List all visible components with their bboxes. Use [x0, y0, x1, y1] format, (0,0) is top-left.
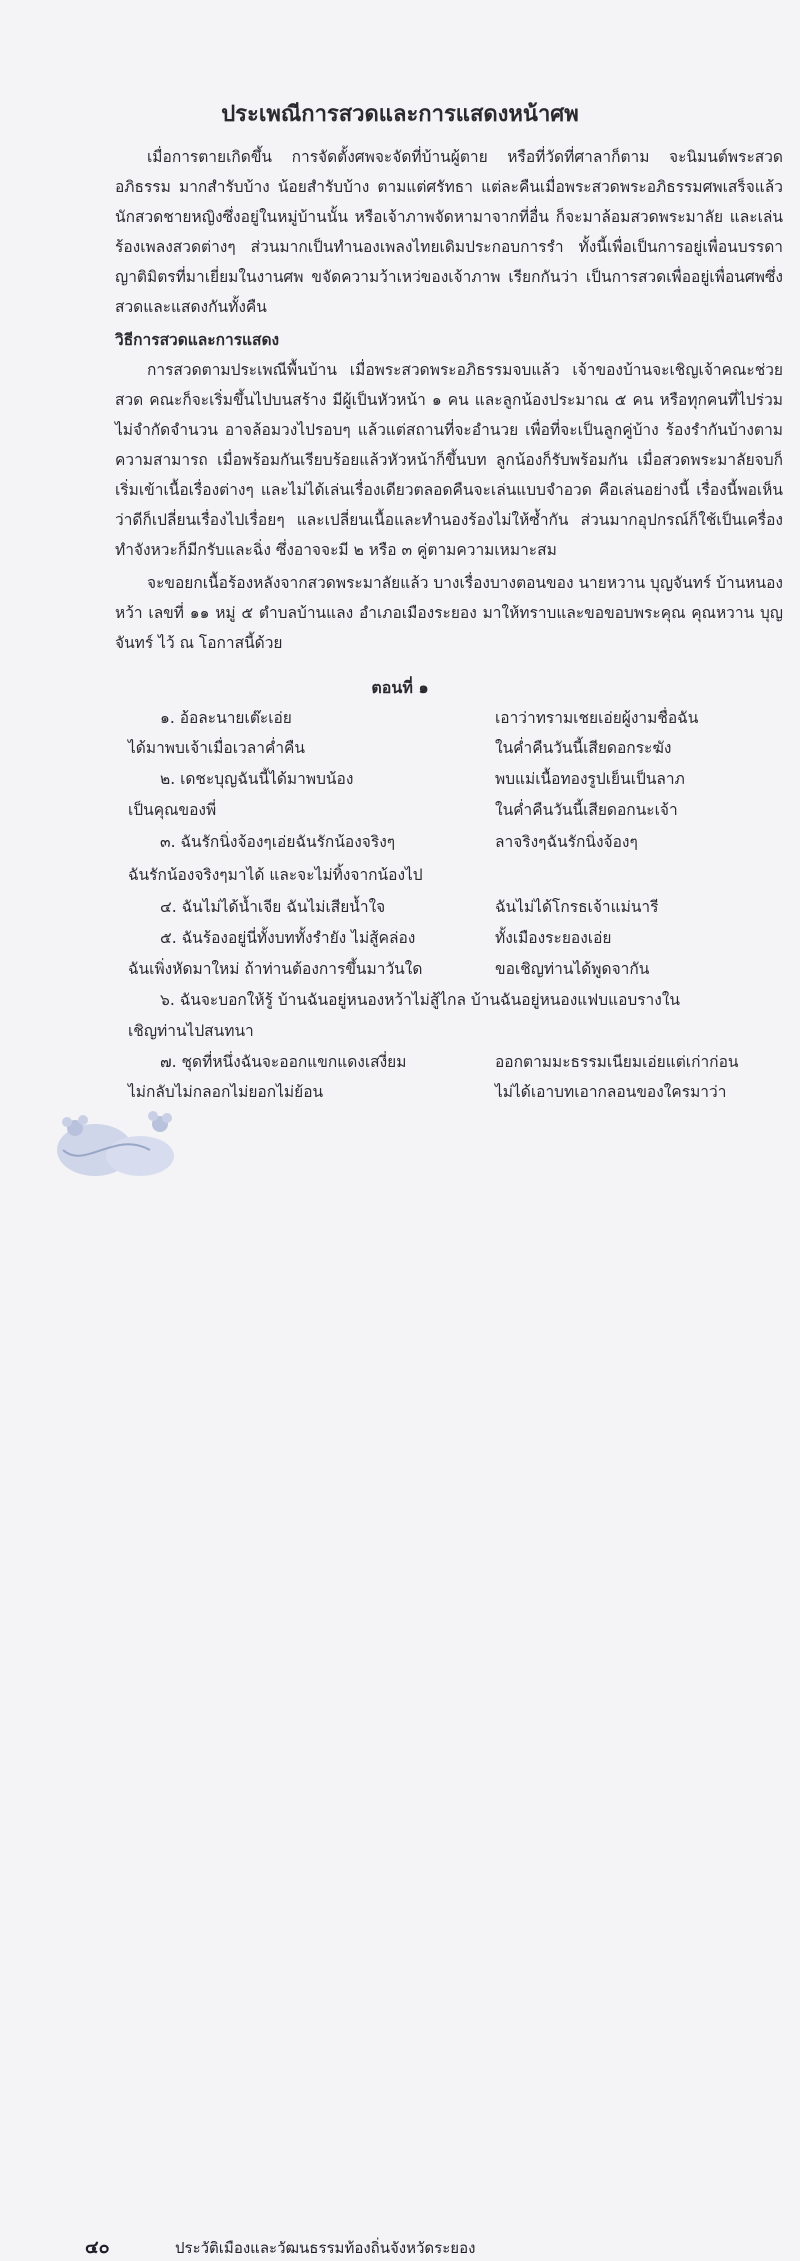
page-title: ประเพณีการสวดและการแสดงหน้าศพ — [221, 101, 579, 127]
verse-left: เป็นคุณของพี่ — [128, 801, 217, 819]
page-number: ๔๐ — [85, 2237, 110, 2258]
verse-right: ไม่ได้เอาบทเอากลอนของใครมาว่า — [495, 1083, 727, 1101]
verse-left: ๖. ฉันจะบอกให้รู้ บ้านฉันอยู่หนองหว้าไม่สู้ไกล บ้านฉันอยู่หนองแฟบแอบรางใน — [160, 991, 680, 1009]
credit-paragraph: จะขอยกเนื้อร้องหลังจากสวดพระมาลัยแล้ว บางเรื่องบางตอนของ นายหวาน บุญจันทร์ บ้านหนองหว้า เลขที่ ๑๑ หมู่ ๕ ตำบลบ้านแลง อำเภอเมืองระยอง มาให้ทราบและขอขอบพระคุณ คุณหวาน บุญจันทร์ ไว้ ณ โอกาสนี้ด้วย — [115, 574, 783, 652]
verse-left: ๑. อ้อละนายเต๊ะเอ่ย — [160, 709, 292, 727]
running-footer-title: ประวัติเมืองและวัฒนธรรมท้องถิ่นจังหวัดระยอง — [175, 2239, 476, 2257]
verse-left: ๒. เดชะบุญฉันนี้ได้มาพบน้อง — [160, 770, 354, 788]
verse-right: พบแม่เนื้อทองรูปเย็นเป็นลาภ — [495, 770, 685, 788]
verse-left: ไม่กลับไม่กลอกไม่ยอกไม่ย้อน — [128, 1083, 324, 1101]
verse-left: เชิญท่านไปสนทนา — [128, 1022, 254, 1040]
verse-left: ฉันเพิ่งหัดมาใหม่ ถ้าท่านต้องการขึ้นมาวันใด — [128, 960, 423, 978]
verse-right: ในค่ำคืนวันนี้เสียดอกนะเจ้า — [495, 801, 678, 819]
verse-right: ขอเชิญท่านได้พูดจากัน — [495, 960, 650, 978]
episode-title: ตอนที่ ๑ — [371, 678, 429, 697]
section-heading: วิธีการสวดและการแสดง — [115, 330, 280, 349]
intro-paragraph: เมื่อการตายเกิดขึ้น การจัดตั้งศพจะจัดที่บ้านผู้ตาย หรือที่วัดที่ศาลาก็ตาม จะนิมนต์พระสวดอภิธรรม มากสำรับบ้าง น้อยสำรับบ้าง ตามแต่ศรัทธา แต่ละคืนเมื่อพระสวดพระอภิธรรมศพเสร็จแล้ว นักสวดชายหญิงซึ่งอยู่ในหมู่บ้านนั้น หรือเจ้าภาพจัดหามาจากที่อื่น ก็จะมาล้อมสวดพระมาลัย และเล่นร้องเพลงสวดต่างๆ ส่วนมากเป็นทำนองเพลงไทยเดิมประกอบการรำ ทั้งนี้เพื่อเป็นการอยู่เพื่อนบรรดาญาติมิตรที่มาเยี่ยมในงานศพ ขจัดความว้าเหว่ของเจ้าภาพ เรียกกันว่า เป็นการสวดเพื่ออยู่เพื่อนศพซึ่งสวดและแสดงกันทั้งคืน — [115, 148, 783, 316]
page-footer — [0, 1110, 800, 2258]
verse-right: ทั้งเมืองระยองเอ่ย — [495, 929, 612, 947]
floral-ornament-icon — [55, 1110, 180, 1180]
verse-left: ได้มาพบเจ้าเมื่อเวลาค่ำคืน — [128, 739, 305, 757]
verse-right: ฉันไม่ได้โกรธเจ้าแม่นารี — [495, 898, 659, 916]
verse-right: เอาว่าทรามเชยเอ่ยผู้งามชื่อฉัน — [495, 709, 699, 727]
verse-left: ๗. ชุดที่หนึ่งฉันจะออกแขกแดงเสงี่ยม — [160, 1053, 407, 1071]
verse-right: ออกตามมะธรรมเนียมเอ่ยแต่เก่าก่อน — [495, 1053, 739, 1071]
verse-left: ๕. ฉันร้องอยู่นี่ทั้งบททั้งรำยัง ไม่สู้คล่อง — [160, 929, 416, 947]
verse-right: ในค่ำคืนวันนี้เสียดอกระฆัง — [495, 739, 672, 757]
method-paragraph: การสวดตามประเพณีพื้นบ้าน เมื่อพระสวดพระอภิธรรมจบแล้ว เจ้าของบ้านจะเชิญเจ้าคณะช่วยสวด คณะก็จะเริ่มขึ้นไปบนสร้าง มีผู้เป็นหัวหน้า ๑ คน และลูกน้องประมาณ ๕ คน หรือทุกคนที่ไปร่วมไม่จำกัดจำนวน อาจล้อมวงไปรอบๆ แล้วแต่สถานที่จะอำนวย เพื่อที่จะเป็นลูกคู่บ้าง ร้องรำกันบ้างตามความสามารถ เมื่อพร้อมกันเรียบร้อยแล้วหัวหน้าก็ขึ้นบท ลูกน้องก็รับพร้อมกัน เมื่อสวดพระมาลัยจบก็เริ่มเข้าเนื้อเรื่องต่างๆ และไม่ได้เล่นเรื่องเดียวตลอดคืนจะเล่นแบบจำอวด คือเล่นอย่างนี้ เรื่องนี้พอเห็นว่าดีก็เปลี่ยนเรื่องไปเรื่อยๆ และเปลี่ยนเนื้อและทำนองร้องไม่ให้ซ้ำกัน ส่วนมากอุปกรณ์ก็ใช้เป็นเครื่องทำจังหวะก็มีกรับและฉิ่ง ซึ่งอาจจะมี ๒ หรือ ๓ คู่ตามความเหมาะสม — [115, 361, 783, 559]
verse-left: ๔. ฉันไม่ได้น้ำเจีย ฉันไม่เสียน้ำใจ — [160, 898, 386, 916]
verse-left: ๓. ฉันรักนิ่งจ้องๆเอ่ยฉันรักน้องจริงๆ — [160, 833, 396, 851]
verse-left: ฉันรักน้องจริงๆมาได้ และจะไม่ทิ้งจากน้องไป — [128, 866, 423, 884]
verse-right: ลาจริงๆฉันรักนิ่งจ้องๆ — [495, 833, 638, 851]
